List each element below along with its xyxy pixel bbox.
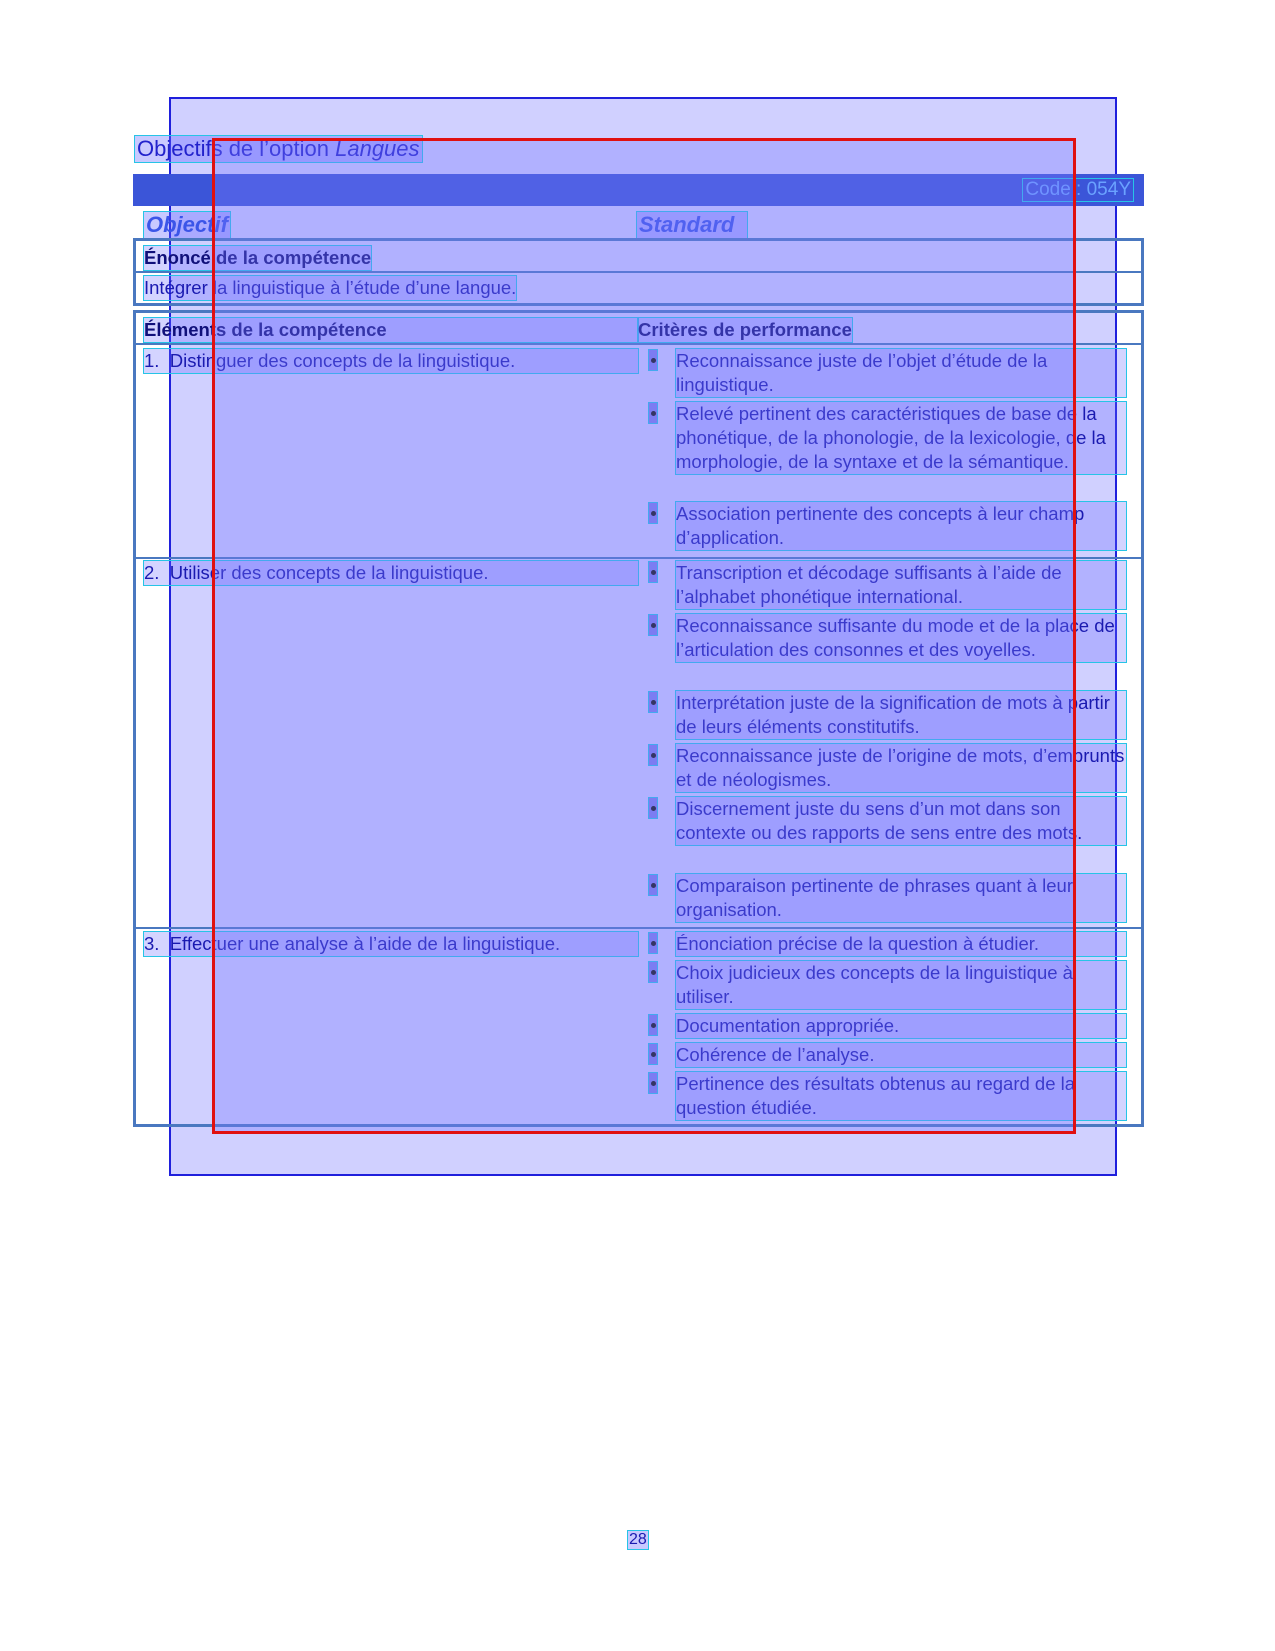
criterion-2-5: Discernement juste du sens d’un mot dans son contexte ou des rapports de sens entre des mots. (648, 797, 1126, 845)
elements-header: Éléments de la compétence (143, 317, 639, 343)
criterion-3-4: Cohérence de l’analyse. (648, 1043, 1126, 1067)
standard-heading: Standard (636, 211, 748, 239)
criteres-header: Critères de performance (637, 317, 853, 343)
page-number: 28 (629, 1531, 647, 1548)
enonce-text: Intégrer la linguistique à l’étude d’une langue. (143, 275, 517, 301)
criterion-1-3: Association pertinente des concepts à leur champ d’application. (648, 502, 1126, 550)
criterion-3-2: Choix judicieux des concepts de la linguistique à utiliser. (648, 961, 1126, 1009)
criterion-3-3: Documentation appropriée. (648, 1014, 1126, 1038)
enonce-header: Énoncé de la compétence (143, 245, 372, 271)
criterion-2-2: Reconnaissance suffisante du mode et de la place de l’articulation des consonnes et des voyelles. (648, 614, 1126, 662)
objectif-heading: Objectif (143, 211, 231, 239)
document-title: Objectifs de l’option Langues (134, 135, 423, 163)
element-3: 3. Effectuer une analyse à l’aide de la linguistique. (143, 931, 639, 957)
criterion-2-6: Comparaison pertinente de phrases quant à leur organisation. (648, 874, 1126, 922)
criterion-2-3: Interprétation juste de la signification de mots à partir de leurs éléments constitutifs. (648, 691, 1126, 739)
element-1: 1. Distinguer des concepts de la linguistique. (143, 348, 639, 374)
criterion-2-4: Reconnaissance juste de l’origine de mots, d’emprunts et de néologismes. (648, 744, 1126, 792)
criterion-1-2: Relevé pertinent des caractéristiques de base de la phonétique, de la phonologie, de la lexicologie, de la morphologie, de la syntaxe et de la sémantique. (648, 402, 1126, 474)
code-label: Code : 054Y (1022, 178, 1134, 202)
criterion-3-5: Pertinence des résultats obtenus au regard de la question étudiée. (648, 1072, 1126, 1120)
element-2: 2. Utiliser des concepts de la linguistique. (143, 560, 639, 586)
inner-region-overlay (212, 138, 1076, 1134)
criterion-3-1: Énonciation précise de la question à étudier. (648, 932, 1126, 956)
criterion-2-1: Transcription et décodage suffisants à l’aide de l’alphabet phonétique international. (648, 561, 1126, 609)
criterion-1-1: Reconnaissance juste de l’objet d’étude de la linguistique. (648, 349, 1126, 397)
